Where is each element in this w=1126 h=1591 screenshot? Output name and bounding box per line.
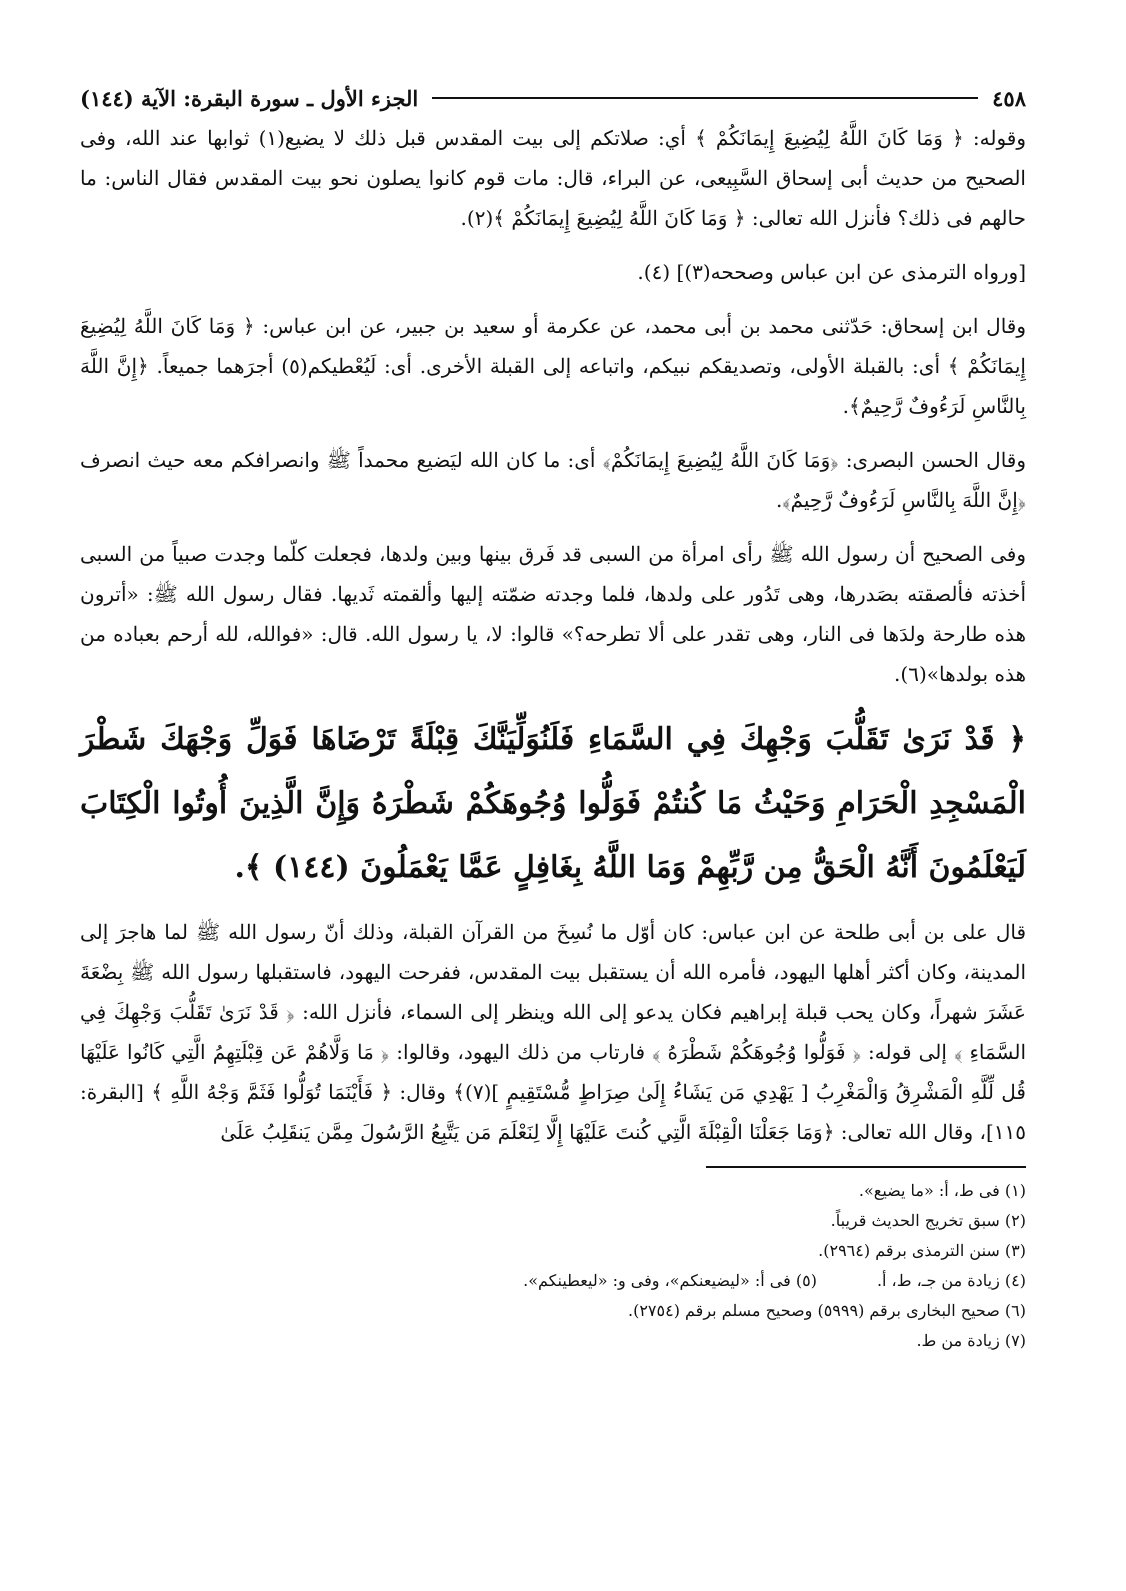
- footnote-1: (١) فى ط، أ: «ما يضيع».: [858, 1181, 1026, 1200]
- footnote-3: (٣) سنن الترمذى برقم (٢٩٦٤).: [818, 1241, 1026, 1260]
- paragraph-3: وقال ابن إسحاق: حَدّثنى محمد بن أبى محمد، عن عكرمة أو سعيد بن جبير، عن ابن عباس: ﴿ وَمَا كَانَ اللَّهُ لِيُضِيعَ إِيمَانَكُمْ ﴾ أى: بالقبلة الأولى، وتصديقكم نبيكم، واتباعه إلى القبلة الأخرى. أى: لَيُعْطيكم(٥) أجرَهما جميعاً. ﴿إِنَّ اللَّهَ بِالنَّاسِ لَرَءُوفٌ رَّحِيمٌ﴾.: [80, 314, 1027, 418]
- footnote-4: (٤) زيادة من جـ، ط، أ.: [876, 1271, 1026, 1290]
- footnote-rule: [706, 1166, 1026, 1168]
- commentary-paragraph: قال على بن أبى طلحة عن ابن عباس: كان أوّل ما نُسِخَ من القرآن القبلة، وذلك أنّ رسول الله ﷺ لما هاجرَ إلى المدينة، وكان أكثر أهلها اليهود، فأمره الله أن يستقبل بيت المقدس، ففرحت اليهود، فاستقبلها رسول الله ﷺ بِضْعَةَ عَشَرَ شهراً، وكان يحب قبلة إبراهيم فكان يدعو إلى الله وينظر إلى السماء، فأنزل الله: ﴿ قَدْ نَرَىٰ تَقَلُّبَ وَجْهِكَ فِي السَّمَاءِ ﴾ إلى قوله: ﴿ فَوَلُّوا وُجُوهَكُمْ شَطْرَهُ ﴾ فارتاب من ذلك اليهود، وقالوا: ﴿ مَا وَلَّاهُمْ عَن قِبْلَتِهِمُ الَّتِي كَانُوا عَلَيْهَا قُل لِّلَّهِ الْمَشْرِقُ وَالْمَغْرِبُ [ يَهْدِي مَن يَشَاءُ إِلَىٰ صِرَاطٍ مُّسْتَقِيمٍ ](٧)﴾ وقال: ﴿ فَأَيْنَمَا تُوَلُّوا فَثَمَّ وَجْهُ اللَّهِ ﴾ [البقرة: ١١٥]، وقال الله تعالى: ﴿وَمَا جَعَلْنَا الْقِبْلَةَ الَّتِي كُنتَ عَلَيْهَا إِلَّا لِنَعْلَمَ مَن يَتَّبِعُ الرَّسُولَ مِمَّن يَنقَلِبُ عَلَىٰ: [80, 920, 1026, 1144]
- footnote-6: (٦) صحيح البخارى برقم (٥٩٩٩) وصحيح مسلم برقم (٢٧٥٤).: [628, 1301, 1026, 1320]
- footnote-row-4-5: [80, 1266, 1026, 1296]
- book-page: [80, 78, 1026, 1356]
- running-title: الجزء الأول ـ سورة البقرة: الآية (١٤٤): [80, 85, 419, 111]
- page-header: [80, 78, 1026, 118]
- footnote-5: (٥) فى أ: «ليضيعنكم»، وفى و: «ليعطينكم».: [523, 1271, 817, 1290]
- paragraph-4: وقال الحسن البصرى: ﴿وَمَا كَانَ اللَّهُ لِيُضِيعَ إِيمَانَكُمْ﴾ أى: ما كان الله ليَضيع محمداً ﷺ وانصرافكم معه حيث انصرف ﴿إِنَّ اللَّهَ بِالنَّاسِ لَرَءُوفٌ رَّحِيمٌ﴾.: [80, 448, 1026, 512]
- header-rule: [432, 97, 978, 99]
- footnote-2: (٢) سبق تخريج الحديث قريباً.: [830, 1211, 1026, 1230]
- quran-verse: ﴿ قَدْ نَرَىٰ تَقَلُّبَ وَجْهِكَ فِي السَّمَاءِ فَلَنُوَلِّيَنَّكَ قِبْلَةً تَرْضَاهَا فَوَلِّ وَجْهَكَ شَطْرَ الْمَسْجِدِ الْحَرَامِ وَحَيْثُ مَا كُنتُمْ فَوَلُّوا وُجُوهَكُمْ شَطْرَهُ وَإِنَّ الَّذِينَ أُوتُوا الْكِتَابَ لَيَعْلَمُونَ أَنَّهُ الْحَقُّ مِن رَّبِّهِمْ وَمَا اللَّهُ بِغَافِلٍ عَمَّا يَعْمَلُونَ (١٤٤) ﴾.: [80, 722, 1026, 885]
- page-number: ٤٥٨: [992, 85, 1026, 111]
- footnotes: [80, 1176, 1026, 1356]
- footnote-7: (٧) زيادة من ط.: [916, 1331, 1026, 1350]
- paragraph-2: [ورواه الترمذى عن ابن عباس وصححه(٣)] (٤).: [637, 260, 1026, 284]
- paragraph-5: وفى الصحيح أن رسول الله ﷺ رأى امرأة من السبى قد فَرق بينها وبين ولدها، فجعلت كلّما وجدت صبياً من السبى أخذته فألصقته بصَدرها، وهى تَدُور على ولدها، فلما وجدته ضمّته إليها وألقمته ثَديها. فقال رسول الله ﷺ: «أترون هذه طارحة ولدَها فى النار، وهى تقدر على ألا تطرحه؟» قالوا: لا، يا رسول الله. قال: «فوالله، لله أرحم بعباده من هذه بولدها»(٦).: [80, 542, 1026, 686]
- paragraph-1: وقوله: ﴿ وَمَا كَانَ اللَّهُ لِيُضِيعَ إِيمَانَكُمْ ﴾ أي: صلاتكم إلى بيت المقدس قبل ذلك لا يضيع(١) ثوابها عند الله، وفى الصحيح من حديث أبى إسحاق السَّبِيعى، عن البراء، قال: مات قوم كانوا يصلون نحو بيت المقدس فقال الناس: ما حالهم فى ذلك؟ فأنزل الله تعالى: ﴿ وَمَا كَانَ اللَّهُ لِيُضِيعَ إِيمَانَكُمْ ﴾(٢).: [80, 126, 1026, 230]
